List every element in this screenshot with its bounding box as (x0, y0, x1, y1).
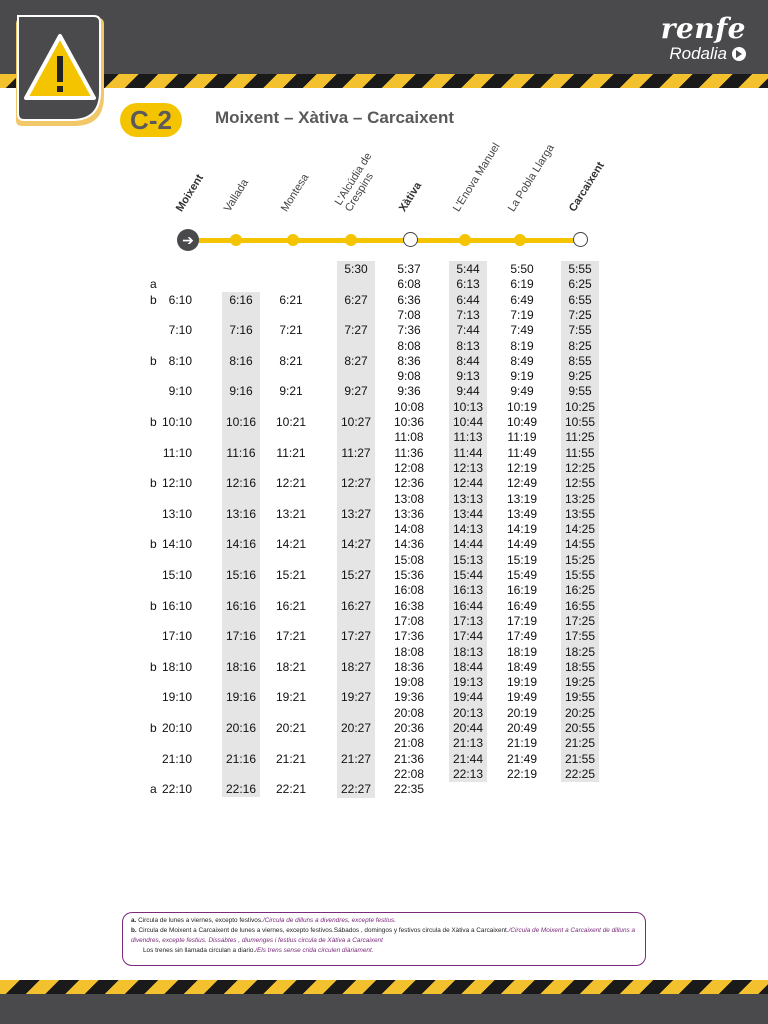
time-cell: 14:19 (506, 522, 538, 537)
time-cell: 21:21 (275, 751, 307, 766)
time-cell: 13:44 (452, 506, 484, 521)
time-cell: 12:16 (225, 476, 257, 491)
time-cell: 10:27 (340, 415, 372, 429)
time-cell: 7:49 (510, 323, 534, 338)
time-cell: 11:13 (453, 430, 483, 445)
time-cell: 20:13 (452, 705, 484, 720)
time-cell: 16:55 (564, 598, 596, 613)
time-cell: 15:49 (506, 568, 538, 582)
time-cell: 7:19 (510, 307, 534, 322)
time-cell: 8:19 (510, 338, 534, 353)
time-cell: 16:10 (161, 598, 192, 613)
time-cell: 18:55 (564, 659, 596, 674)
time-cell: 11:10 (162, 445, 192, 460)
note-c: Los trenes sin llamada circulan a diario./Els trens sense crida circulen diàriament. (143, 947, 374, 954)
time-cell: 17:44 (452, 629, 484, 644)
time-cell: 10:44 (452, 415, 484, 429)
service-mark: b (150, 415, 157, 429)
time-cell: 8:21 (279, 353, 303, 368)
time-cell: 14:36 (393, 537, 425, 552)
time-cell: 8:16 (229, 353, 253, 368)
time-cell: 22:13 (452, 766, 484, 781)
time-cell: 11:55 (565, 445, 595, 460)
time-cell: 16:21 (275, 598, 307, 613)
time-cell: 17:19 (506, 613, 538, 628)
time-cell: 8:08 (397, 338, 421, 353)
station-label: Xàtiva (396, 180, 425, 214)
time-cell: 22:25 (564, 766, 596, 781)
time-cell: 13:16 (225, 506, 257, 521)
time-cell: 21:10 (161, 751, 192, 766)
time-cell: 15:10 (161, 568, 192, 582)
station-marker (514, 234, 526, 246)
time-cell: 7:36 (397, 323, 421, 338)
time-cell: 13:21 (275, 506, 307, 521)
time-cell: 12:49 (506, 476, 538, 491)
time-cell: 8:10 (168, 353, 192, 368)
station-marker (459, 234, 471, 246)
time-cell: 13:55 (564, 506, 596, 521)
time-cell: 20:21 (275, 721, 307, 735)
time-cell: 16:44 (452, 598, 484, 613)
time-cell: 5:30 (344, 262, 368, 276)
time-cell: 21:08 (393, 736, 425, 751)
time-cell: 7:25 (568, 307, 592, 322)
time-cell: 18:44 (452, 659, 484, 674)
notes-box (122, 912, 646, 966)
time-cell: 9:55 (568, 384, 592, 399)
service-mark: b (150, 476, 157, 491)
time-cell: 20:55 (564, 721, 596, 735)
time-cell: 21:25 (564, 736, 596, 751)
time-cell: 7:13 (456, 307, 480, 322)
station-label: Montesa (278, 171, 312, 214)
time-cell: 17:10 (161, 629, 192, 644)
time-cell: 20:44 (452, 721, 484, 735)
time-cell: 15:27 (340, 568, 372, 582)
time-cell: 8:27 (344, 353, 368, 368)
time-cell: 18:21 (275, 659, 307, 674)
station-diagram (0, 0, 768, 260)
time-cell: 12:55 (564, 476, 596, 491)
time-cell: 7:10 (168, 323, 192, 338)
time-cell: 6:25 (568, 277, 592, 292)
time-cell: 12:08 (393, 460, 425, 475)
station-label: L'Enova Manuel (450, 141, 503, 214)
route-title: Moixent – Xàtiva – Carcaixent (215, 108, 455, 127)
time-cell: 21:36 (393, 751, 425, 766)
time-cell: 10:10 (161, 415, 192, 429)
time-cell: 16:27 (340, 598, 372, 613)
time-cell: 10:21 (275, 415, 307, 429)
time-cell: 19:08 (393, 675, 425, 690)
time-cell: 14:49 (506, 537, 538, 552)
time-cell: 20:19 (506, 705, 538, 720)
time-cell: 6:27 (344, 292, 368, 307)
time-cell: 6:21 (279, 292, 303, 307)
time-cell: 15:36 (393, 568, 425, 582)
time-cell: 20:25 (564, 705, 596, 720)
time-cell: 19:27 (340, 690, 372, 705)
time-cell: 6:36 (397, 292, 421, 307)
time-cell: 17:55 (564, 629, 596, 644)
time-cell: 21:16 (225, 751, 257, 766)
note-a: a. Circula de lunes a viernes, excepto festivos./Circula de dilluns a divendres, excepte festius. (131, 917, 397, 924)
time-cell: 21:49 (506, 751, 538, 766)
time-cell: 16:25 (564, 583, 596, 598)
service-mark: b (150, 537, 157, 552)
time-cell: 9:16 (229, 384, 253, 399)
time-cell: 20:27 (340, 721, 372, 735)
time-cell: 14:44 (452, 537, 484, 552)
time-cell: 9:21 (279, 384, 303, 399)
time-cell: 22:21 (275, 782, 307, 797)
time-cell: 6:49 (510, 292, 534, 307)
station-marker (230, 234, 242, 246)
time-cell: 6:44 (456, 292, 480, 307)
time-cell: 10:08 (393, 399, 425, 414)
time-cell: 6:13 (456, 277, 480, 292)
time-cell: 15:21 (275, 568, 307, 582)
time-cell: 19:13 (452, 675, 484, 690)
time-cell: 16:13 (452, 583, 484, 598)
time-cell: 8:55 (568, 353, 592, 368)
time-cell: 20:36 (393, 721, 425, 735)
time-cell: 11:44 (453, 445, 483, 460)
time-cell: 15:55 (564, 568, 596, 582)
time-cell: 15:19 (506, 552, 538, 567)
time-cell: 22:16 (225, 782, 257, 797)
time-cell: 8:25 (568, 338, 592, 353)
time-cell: 11:49 (507, 445, 537, 460)
time-cell: 7:44 (456, 323, 480, 338)
time-cell: 13:10 (161, 506, 192, 521)
start-arrow-icon: ➔ (177, 229, 199, 251)
time-cell: 17:49 (506, 629, 538, 644)
time-cell: 17:27 (340, 629, 372, 644)
time-cell: 20:16 (225, 721, 257, 735)
time-cell: 8:49 (510, 353, 534, 368)
time-cell: 12:27 (340, 476, 372, 491)
time-cell: 10:49 (506, 415, 538, 429)
time-cell: 21:27 (340, 751, 372, 766)
time-cell: 14:27 (340, 537, 372, 552)
service-mark: b (150, 659, 157, 674)
time-cell: 19:44 (452, 690, 484, 705)
time-cell: 11:21 (276, 445, 306, 460)
time-cell: 14:13 (452, 522, 484, 537)
time-cell: 12:10 (161, 476, 192, 491)
time-cell: 20:08 (393, 705, 425, 720)
station-label: Vallada (221, 177, 252, 214)
time-cell: 13:27 (340, 506, 372, 521)
time-cell: 8:13 (456, 338, 480, 353)
time-cell: 17:13 (452, 613, 484, 628)
time-cell: 18:49 (506, 659, 538, 674)
time-cell: 15:25 (564, 552, 596, 567)
station-marker-major (573, 232, 588, 247)
service-mark: b (150, 721, 157, 735)
time-cell: 13:25 (564, 491, 596, 506)
time-cell: 8:36 (397, 353, 421, 368)
time-cell: 12:44 (452, 476, 484, 491)
time-cell: 9:19 (510, 369, 534, 384)
time-cell: 6:16 (229, 292, 253, 307)
time-cell: 17:08 (393, 613, 425, 628)
time-cell: 9:49 (510, 384, 534, 399)
time-cell: 9:36 (397, 384, 421, 399)
time-cell: 10:16 (225, 415, 257, 429)
time-cell: 18:16 (225, 659, 257, 674)
column-shading (337, 261, 375, 798)
service-mark: b (150, 292, 157, 307)
time-cell: 21:44 (452, 751, 484, 766)
time-cell: 22:19 (506, 766, 538, 781)
time-cell: 9:10 (168, 384, 192, 399)
time-cell: 9:08 (397, 369, 421, 384)
time-cell: 12:25 (564, 460, 596, 475)
time-cell: 13:36 (393, 506, 425, 521)
time-cell: 16:16 (225, 598, 257, 613)
time-cell: 21:13 (452, 736, 484, 751)
time-cell: 5:44 (456, 262, 480, 276)
time-cell: 12:13 (452, 460, 484, 475)
service-mark: b (150, 353, 157, 368)
service-mark: a (150, 277, 157, 292)
time-cell: 17:36 (393, 629, 425, 644)
time-cell: 6:55 (568, 292, 592, 307)
time-cell: 19:10 (161, 690, 192, 705)
time-cell: 7:16 (229, 323, 253, 338)
station-label: Moixent (173, 172, 207, 214)
time-cell: 10:13 (452, 399, 484, 414)
time-cell: 5:37 (397, 262, 421, 276)
service-mark: a (150, 782, 157, 797)
time-cell: 19:49 (506, 690, 538, 705)
station-marker (345, 234, 357, 246)
time-cell: 14:55 (564, 537, 596, 552)
station-label: La Pobla Llarga (505, 142, 557, 214)
time-cell: 16:38 (393, 598, 425, 613)
time-cell: 17:16 (225, 629, 257, 644)
time-cell: 17:21 (275, 629, 307, 644)
time-cell: 12:21 (275, 476, 307, 491)
time-cell: 5:50 (510, 262, 534, 276)
time-cell: 12:19 (506, 460, 538, 475)
time-cell: 6:08 (397, 277, 421, 292)
time-cell: 21:19 (506, 736, 538, 751)
time-cell: 7:55 (568, 323, 592, 338)
hazard-stripe-bottom (0, 980, 768, 994)
time-cell: 20:49 (506, 721, 538, 735)
time-cell: 18:19 (506, 644, 538, 659)
time-cell: 10:55 (564, 415, 596, 429)
footer-bar (0, 994, 768, 1024)
time-cell: 14:10 (161, 537, 192, 552)
time-cell: 19:36 (393, 690, 425, 705)
brand-name: renfe (660, 12, 746, 45)
time-cell: 15:44 (452, 568, 484, 582)
time-cell: 11:08 (394, 430, 424, 445)
time-cell: 11:16 (226, 445, 256, 460)
service-mark: b (150, 598, 157, 613)
time-cell: 19:25 (564, 675, 596, 690)
time-cell: 22:08 (393, 766, 425, 781)
time-cell: 7:08 (397, 307, 421, 322)
time-cell: 5:55 (568, 262, 592, 276)
time-cell: 8:44 (456, 353, 480, 368)
time-cell: 19:19 (506, 675, 538, 690)
time-cell: 10:19 (506, 399, 538, 414)
time-cell: 14:25 (564, 522, 596, 537)
time-cell: 6:19 (510, 277, 534, 292)
time-cell: 19:21 (275, 690, 307, 705)
time-cell: 22:10 (161, 782, 192, 797)
time-cell: 20:10 (161, 721, 192, 735)
time-cell: 9:25 (568, 369, 592, 384)
time-cell: 15:08 (393, 552, 425, 567)
time-cell: 18:25 (564, 644, 596, 659)
time-cell: 11:27 (341, 445, 371, 460)
time-cell: 16:49 (506, 598, 538, 613)
time-cell: 18:08 (393, 644, 425, 659)
time-cell: 6:10 (168, 292, 192, 307)
time-cell: 14:21 (275, 537, 307, 552)
time-cell: 18:36 (393, 659, 425, 674)
time-cell: 11:19 (507, 430, 537, 445)
time-cell: 16:19 (506, 583, 538, 598)
station-label: L'Alcúdia de Crespins (332, 150, 377, 214)
time-cell: 13:13 (452, 491, 484, 506)
time-cell: 11:36 (394, 445, 424, 460)
time-cell: 7:21 (279, 323, 303, 338)
time-cell: 21:55 (564, 751, 596, 766)
time-cell: 14:16 (225, 537, 257, 552)
station-marker (287, 234, 299, 246)
time-cell: 13:19 (506, 491, 538, 506)
time-cell: 15:16 (225, 568, 257, 582)
time-cell: 22:27 (340, 782, 372, 797)
time-cell: 9:27 (344, 384, 368, 399)
time-cell: 18:27 (340, 659, 372, 674)
time-cell: 9:44 (456, 384, 480, 399)
time-cell: 10:36 (393, 415, 425, 429)
time-cell: 22:35 (393, 782, 425, 797)
time-cell: 7:27 (344, 323, 368, 338)
time-cell: 18:10 (161, 659, 192, 674)
time-cell: 18:13 (452, 644, 484, 659)
line-badge: C-2 (120, 103, 182, 137)
time-cell: 11:25 (565, 430, 595, 445)
time-cell: 12:36 (393, 476, 425, 491)
time-cell: 17:25 (564, 613, 596, 628)
brand-service-label: Rodalia (669, 44, 727, 63)
time-cell: 16:08 (393, 583, 425, 598)
time-cell: 13:08 (393, 491, 425, 506)
station-label: Carcaixent (566, 159, 607, 214)
time-cell: 9:13 (456, 369, 480, 384)
time-cell: 19:55 (564, 690, 596, 705)
note-b: b. Circula de Moixent a Carcaixent de lunes a viernes, excepto festivos.Sábados , domingos y festivos circula de Xàtiva a Carcaixent./Circula de Moixent a Carcaixent de dilluns a divendres, excepte festius. Dissabtes , diumenges i festius circula de Xàtiva a Carcaixent (131, 927, 636, 944)
station-marker-major (403, 232, 418, 247)
time-cell: 15:13 (452, 552, 484, 567)
time-cell: 10:25 (564, 399, 596, 414)
time-cell: 14:08 (393, 522, 425, 537)
time-cell: 13:49 (506, 506, 538, 521)
time-cell: 19:16 (225, 690, 257, 705)
